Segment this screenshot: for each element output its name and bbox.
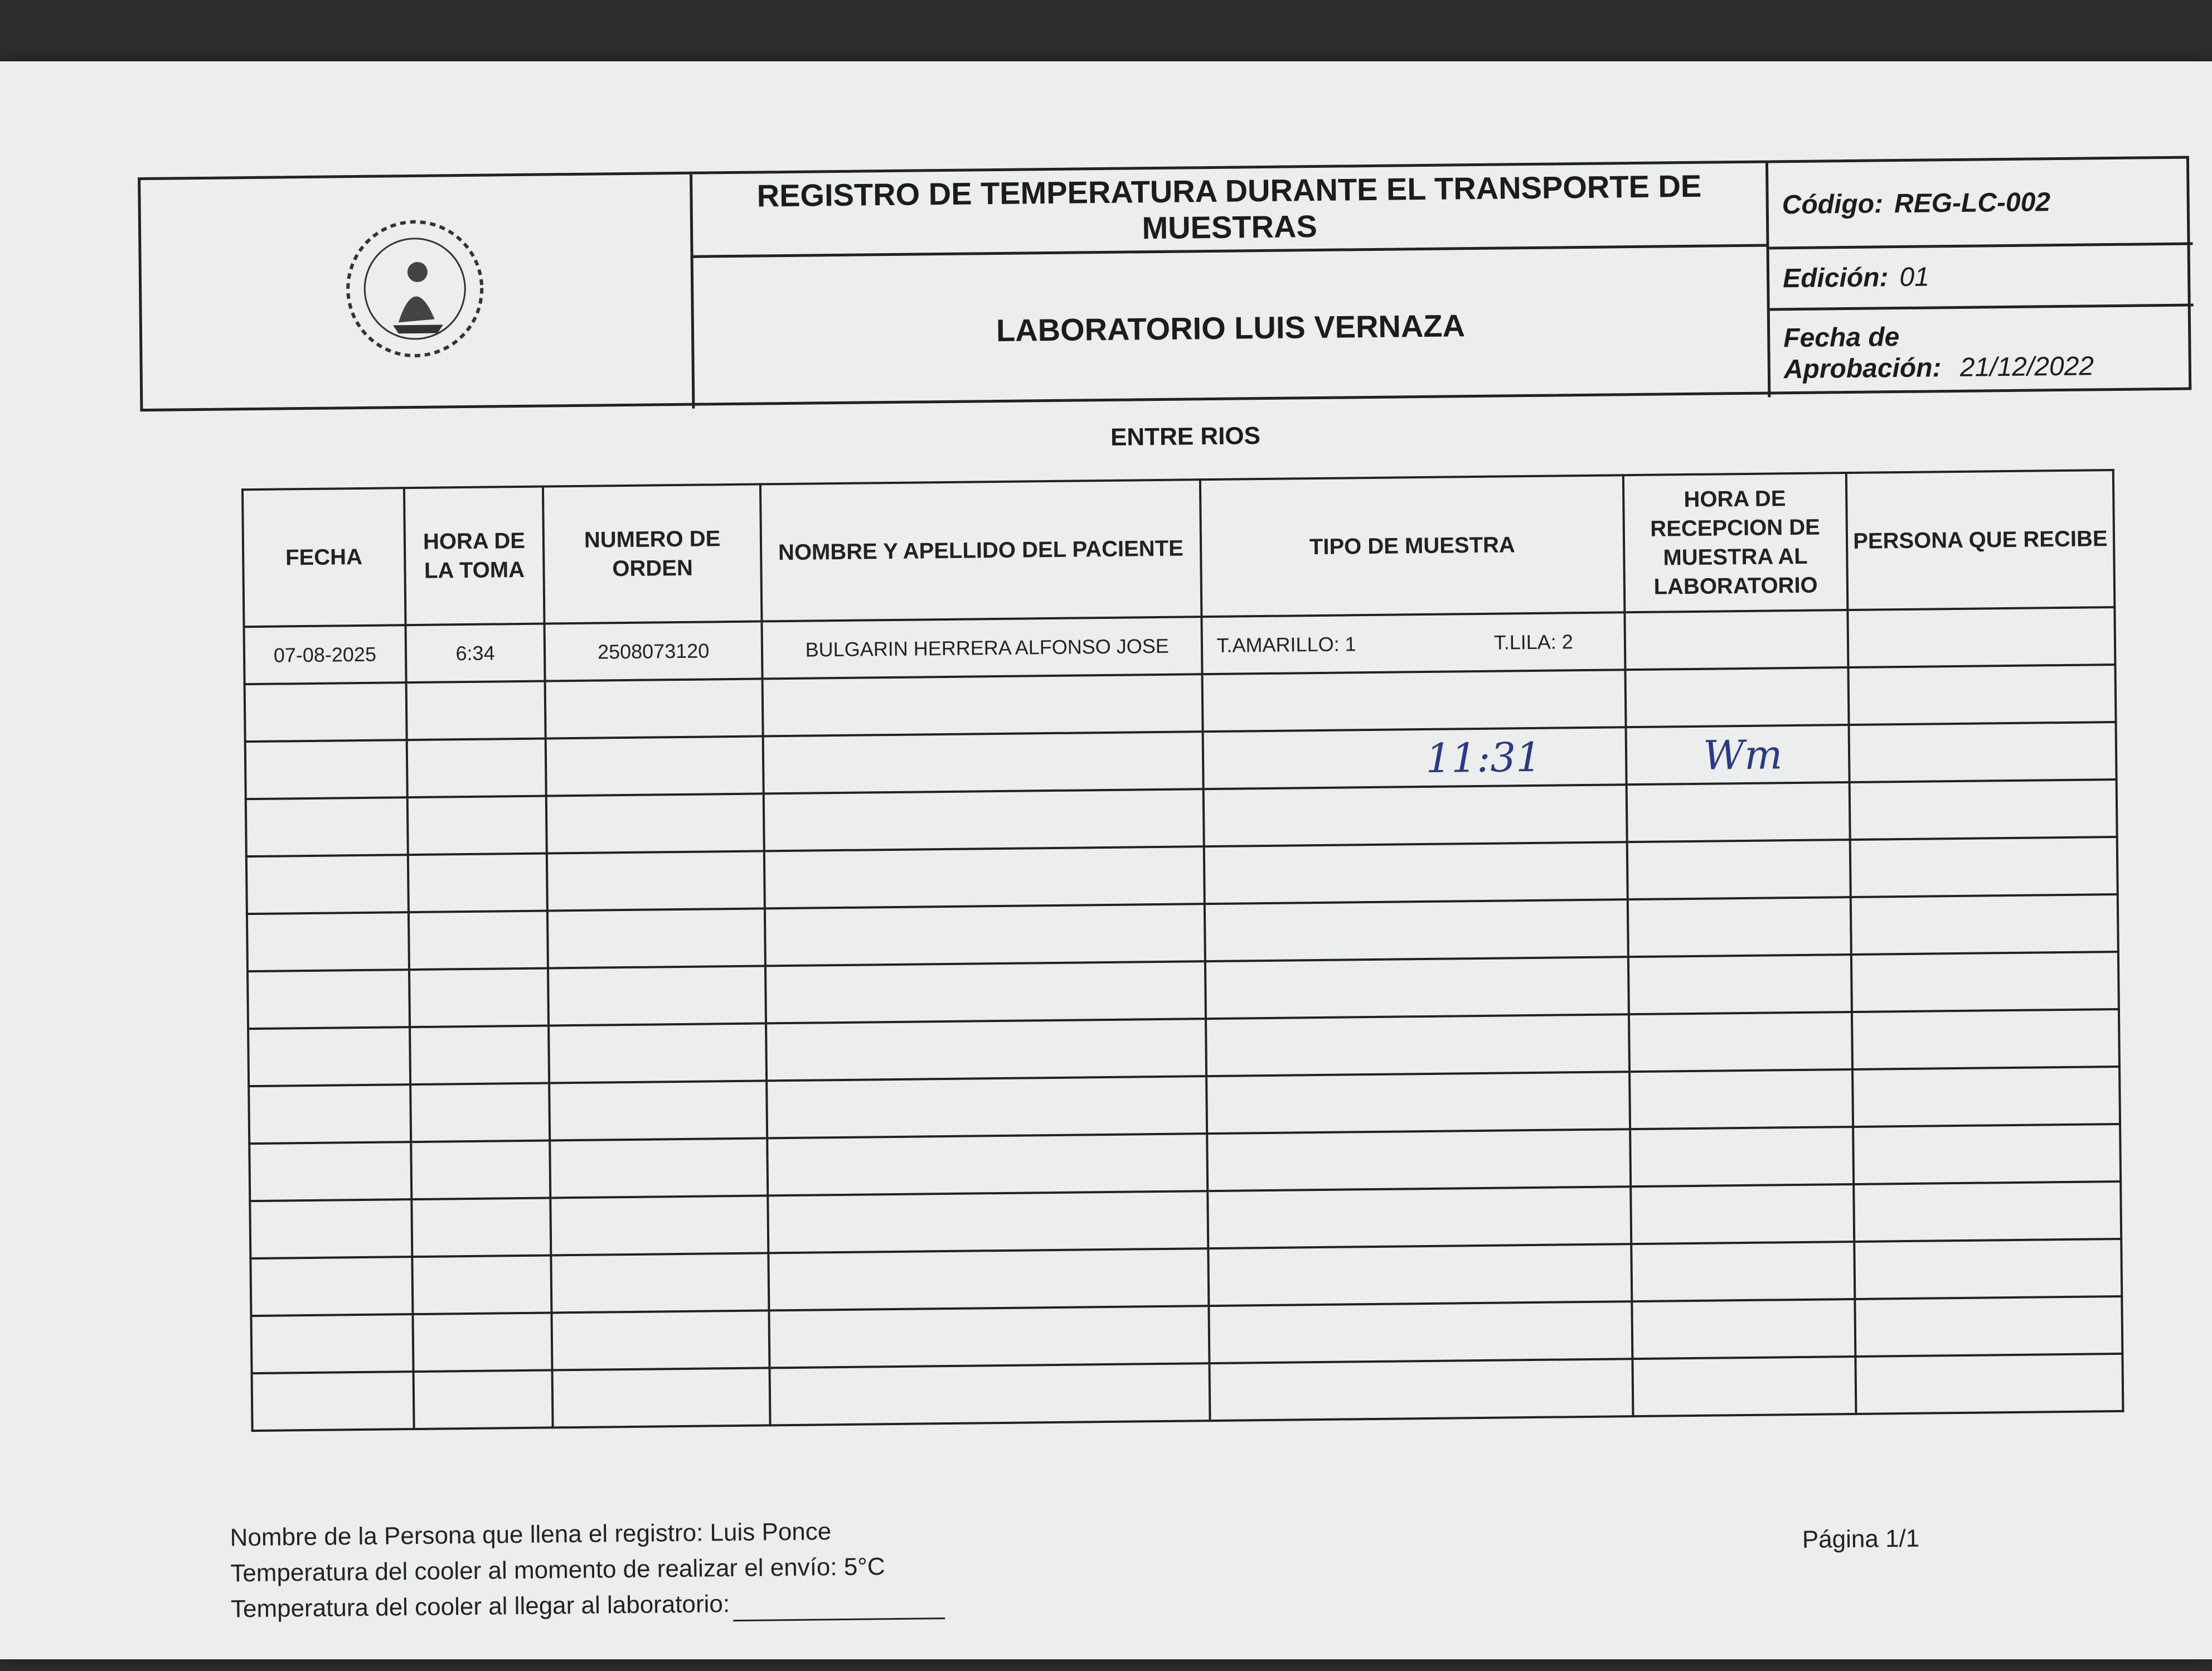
footer-notes (230, 1513, 945, 1627)
laboratory-name: LABORATORIO LUIS VERNAZA (996, 307, 1466, 348)
meta-cell (1768, 159, 2194, 398)
fecha-value: 21/12/2022 (1959, 351, 2094, 382)
cell-handwritten-signature (1626, 725, 1849, 784)
cell-empty (765, 904, 1205, 966)
cell-empty (1208, 1244, 1632, 1306)
cell-tipo (1201, 612, 1625, 674)
temp-llegada-blank-field (733, 1595, 945, 1621)
col-nombre-paciente: NOMBRE Y APELLIDO DEL PACIENTE (760, 479, 1201, 621)
col-numero-orden: NUMERO DE ORDEN (543, 484, 761, 623)
cell-empty (246, 855, 409, 914)
cell-empty (1632, 1299, 1855, 1359)
cell-empty (1848, 665, 2116, 725)
cell-empty (546, 793, 764, 853)
cell-empty (765, 961, 1206, 1023)
cell-empty (763, 732, 1204, 793)
edicion-row (1769, 243, 2194, 308)
cell-empty (249, 1084, 411, 1144)
cell-empty (769, 1363, 1210, 1425)
cell-empty (1851, 952, 2118, 1012)
cell-empty (769, 1306, 1209, 1368)
cell-empty (1206, 1014, 1629, 1076)
fecha-line2 (1784, 351, 2094, 385)
cell-empty (1627, 840, 1851, 899)
cell-empty (552, 1368, 770, 1427)
cell-empty (245, 740, 408, 799)
cell-empty (1631, 1184, 1854, 1244)
col-tipo-muestra: TIPO DE MUESTRA (1200, 475, 1624, 617)
cell-empty (768, 1191, 1208, 1253)
fecha-label-line2: Aprobación: (1783, 352, 1942, 384)
cell-empty (1849, 779, 2117, 840)
cell-empty (247, 912, 409, 971)
codigo-label: Código: (1782, 188, 1884, 220)
cell-empty (249, 1142, 411, 1201)
cell-empty (1204, 842, 1627, 904)
cell-empty (552, 1310, 770, 1370)
cell-nombre: BULGARIN HERRERA ALFONSO JOSE (761, 617, 1202, 679)
cell-empty (551, 1195, 769, 1255)
cell-empty (1202, 670, 1626, 732)
logo-cell (140, 175, 695, 414)
cell-empty (1209, 1359, 1633, 1421)
tipo-lila: T.LILA: 2 (1493, 629, 1573, 654)
cell-empty (550, 1138, 768, 1198)
cell-empty (764, 846, 1205, 908)
cell-empty (1625, 667, 1849, 727)
table-header-row (242, 470, 2114, 627)
col-hora-toma: HORA DE LA TOMA (404, 487, 545, 626)
cell-empty (251, 1314, 413, 1373)
cell-empty (246, 797, 408, 856)
codigo-row (1768, 159, 2193, 247)
cell-persona-recibe (1847, 607, 2115, 667)
cell-empty (1204, 899, 1628, 961)
document-content (0, 50, 2212, 1670)
cell-empty (407, 796, 547, 855)
cell-empty (1630, 1127, 1854, 1186)
cell-empty (547, 851, 765, 910)
cell-empty (768, 1248, 1209, 1310)
cell-empty (248, 970, 410, 1029)
sample-log-table (241, 469, 2124, 1432)
cell-empty (1628, 897, 1851, 957)
cell-empty (409, 910, 549, 970)
junta-beneficencia-logo-icon (313, 187, 516, 390)
cell-empty (546, 736, 764, 796)
cell-empty (248, 1027, 410, 1086)
cell-hora-recepcion (1624, 610, 1848, 670)
cell-empty (1855, 1296, 2122, 1357)
cell-empty (1626, 782, 1850, 842)
cell-hora: 6:34 (405, 624, 545, 683)
cell-empty (1629, 1012, 1852, 1072)
cell-empty (1631, 1242, 1855, 1301)
cell-empty (1205, 957, 1628, 1019)
footer-temp-llegada-line (231, 1584, 945, 1627)
cell-empty (1855, 1354, 2123, 1414)
cell-empty (764, 789, 1204, 851)
cell-empty (412, 1255, 552, 1314)
location-subtitle: ENTRE RIOS (1110, 422, 1261, 451)
col-hora-recepcion: HORA DE RECEPCION DE MUESTRA AL LABORATORIO (1623, 473, 1847, 612)
cell-empty (1207, 1129, 1631, 1191)
edicion-value: 01 (1899, 262, 1930, 293)
cell-empty (551, 1253, 769, 1312)
handwritten-signature: Wm (1702, 730, 1783, 779)
tipo-amarillo: T.AMARILLO: 1 (1216, 632, 1356, 657)
cell-empty (406, 681, 546, 740)
fecha-label-line1: Fecha de (1783, 322, 1900, 353)
cell-empty (1206, 1072, 1630, 1134)
cell-empty (406, 739, 546, 798)
fecha-aprobacion-row (1770, 304, 2195, 398)
cell-empty (250, 1199, 412, 1258)
col-persona-recibe: PERSONA QUE RECIBE (1846, 470, 2114, 610)
cell-empty (545, 679, 763, 738)
cell-empty (1628, 955, 1852, 1014)
codigo-value: REG-LC-002 (1894, 187, 2051, 219)
handwritten-time: 11:31 (1425, 733, 1542, 782)
footer-temp-llegada: Temperatura del cooler al llegar al laboratorio: (230, 1590, 730, 1623)
title-cell (692, 163, 1770, 408)
tipo-values (1203, 629, 1623, 657)
cell-empty (767, 1076, 1207, 1138)
cell-empty (1854, 1181, 2121, 1242)
cell-empty (1203, 784, 1627, 846)
cell-empty (1852, 1009, 2119, 1069)
footer-temp-envio: Temperatura del cooler al momento de realizar el envío: 5°C (230, 1553, 885, 1587)
cell-empty (548, 966, 766, 1025)
cell-orden: 2508073120 (545, 621, 763, 681)
cell-empty (1854, 1239, 2122, 1299)
cell-empty (408, 854, 547, 913)
cell-empty (410, 1025, 550, 1084)
cell-empty (413, 1312, 552, 1372)
cell-empty (413, 1370, 553, 1429)
cell-empty (1209, 1301, 1632, 1363)
cell-empty (549, 1081, 767, 1140)
cell-empty (1850, 894, 2118, 955)
cell-empty (1629, 1069, 1853, 1129)
cell-empty (411, 1198, 551, 1257)
cell-empty (767, 1134, 1207, 1195)
cell-empty (245, 682, 407, 742)
cell-handwritten-time (1202, 727, 1626, 789)
cell-empty (409, 968, 549, 1027)
document-paper (0, 61, 2212, 1659)
table-body (244, 607, 2123, 1431)
document-header (138, 156, 2191, 412)
cell-empty (410, 1083, 550, 1142)
cell-empty (250, 1257, 413, 1316)
form-title: REGISTRO DE TEMPERATURA DURANTE EL TRANSPORTE DE MUESTRAS (692, 163, 1766, 258)
page-number: Página 1/1 (1802, 1524, 1920, 1553)
col-fecha: FECHA (242, 488, 405, 627)
cell-empty (549, 1023, 767, 1083)
cell-empty (1849, 722, 2116, 782)
cell-empty (1852, 1067, 2120, 1127)
cell-empty (1207, 1186, 1631, 1248)
cell-empty (1632, 1357, 1856, 1416)
cell-empty (411, 1140, 551, 1199)
cell-fecha: 07-08-2025 (244, 625, 406, 684)
cell-empty (766, 1019, 1206, 1081)
edicion-label: Edición: (1782, 263, 1889, 294)
cell-empty (252, 1372, 414, 1431)
cell-empty (1853, 1124, 2121, 1184)
cell-empty (547, 908, 765, 968)
cell-empty (1850, 837, 2117, 897)
footer-persona: Nombre de la Persona que llena el registro: Luis Ponce (230, 1518, 832, 1552)
cell-empty (762, 674, 1202, 736)
